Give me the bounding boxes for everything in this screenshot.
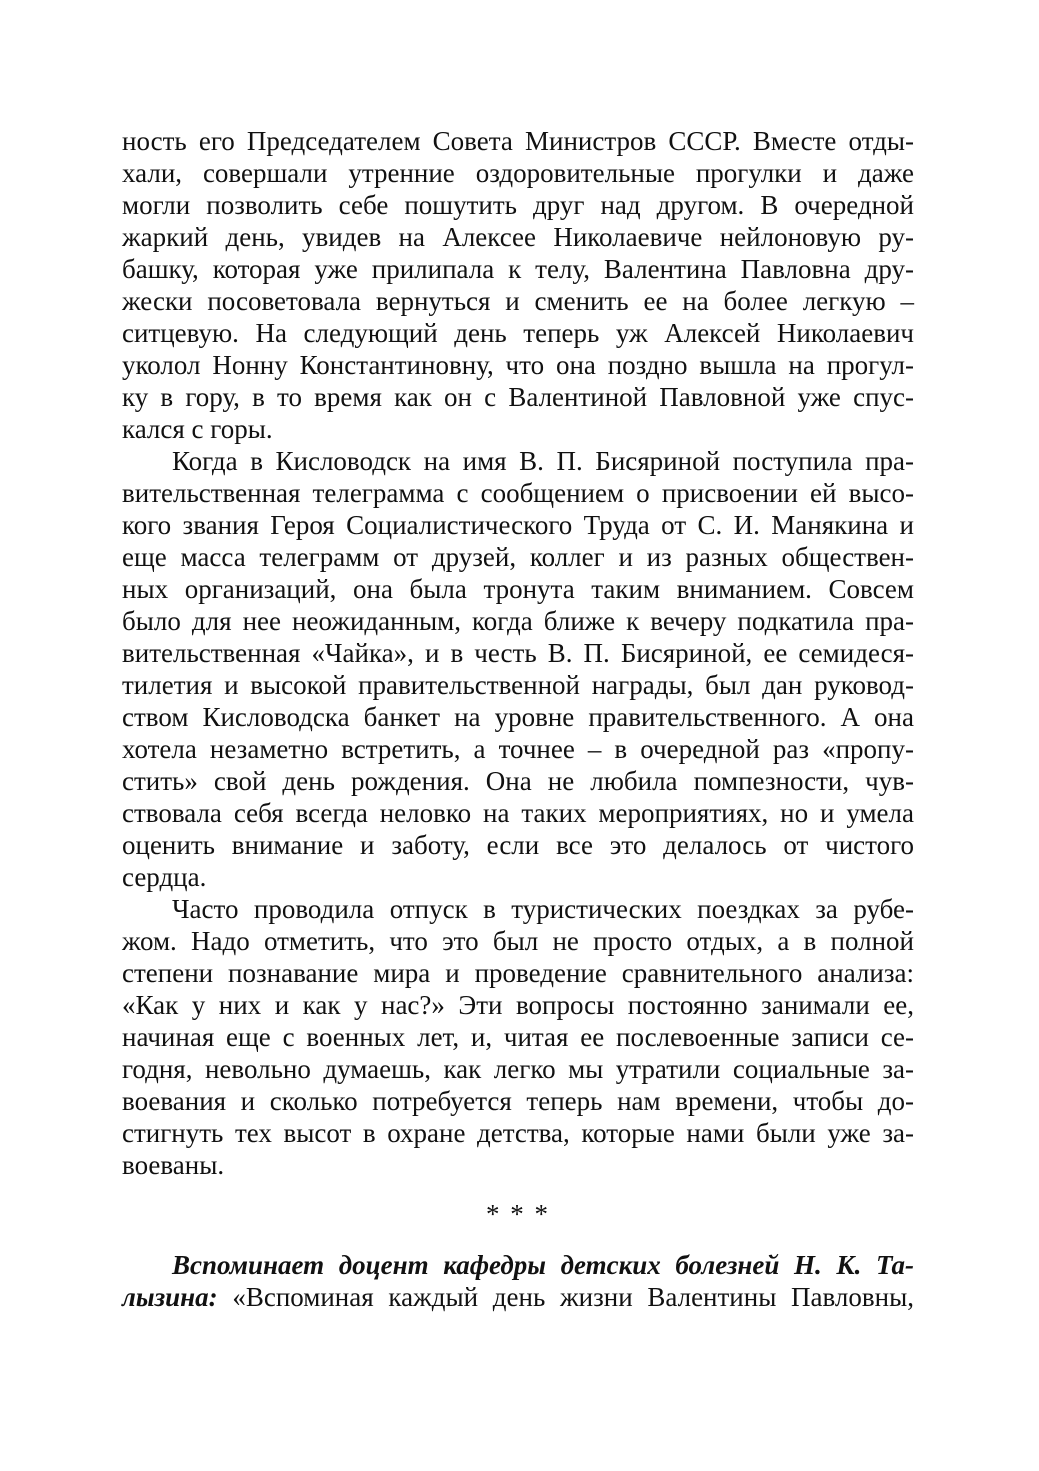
text-line: ством Кисловодска банкет на уровне правительственного. А она <box>122 702 914 732</box>
text-line: стигнуть тех высот в охране детства, которые нами были уже за- <box>122 1118 914 1148</box>
text-line: ных организаций, она была тронута таким вниманием. Совсем <box>122 574 914 604</box>
speaker-intro: лызина: <box>122 1282 218 1312</box>
quote-start: «Вспоминая каждый день жизни Валентины Павловны, <box>217 1282 914 1312</box>
text-line: жески посоветовала вернуться и сменить ее на более легкую – <box>122 286 914 316</box>
text-line: ситцевую. На следующий день теперь уж Алексей Николаевич <box>122 318 914 348</box>
text-line: жаркий день, увидев на Алексее Николаевиче нейлоновую ру- <box>122 222 914 252</box>
text-line: воевания и сколько потребуется теперь нам времени, чтобы до- <box>122 1086 914 1116</box>
text-line: жом. Надо отметить, что это был не просто отдых, а в полной <box>122 926 914 956</box>
text-line: Часто проводила отпуск в туристических поездках за рубе- <box>172 894 914 924</box>
text-line: сердца. <box>122 862 207 892</box>
paragraph-2 <box>122 445 914 893</box>
text-line: оценить внимание и заботу, если все это делалось от чистого <box>122 830 914 860</box>
body-text <box>122 125 914 1313</box>
text-line <box>122 1249 914 1281</box>
text-line: годня, невольно думаешь, как легко мы утратили социальные за- <box>122 1054 914 1084</box>
text-line: было для нее неожиданным, когда ближе к вечеру подкатила пра- <box>122 606 914 636</box>
text-line: хали, совершали утренние оздоровительные прогулки и даже <box>122 158 914 188</box>
paragraph-4 <box>122 1249 914 1313</box>
text-line: вительственная телеграмма с сообщением о присвоении ей высо- <box>122 478 914 508</box>
speaker-intro: Вспоминает доцент кафедры детских болезней Н. К. Та- <box>172 1250 914 1280</box>
text-line: башку, которая уже прилипала к телу, Валентина Павловна дру- <box>122 254 914 284</box>
text-line: вительственная «Чайка», и в честь В. П. Бисяриной, ее семидеся- <box>122 638 914 668</box>
text-line: ствовала себя всегда неловко на таких мероприятиях, но и умела <box>122 798 914 828</box>
text-line: кого звания Героя Социалистического Труда от С. И. Манякина и <box>122 510 914 540</box>
text-line: начиная еще с военных лет, и, читая ее послевоенные записи се- <box>122 1022 914 1052</box>
text-line: могли позволить себе пошутить друг над другом. В очередной <box>122 190 914 220</box>
text-line: стить» свой день рождения. Она не любила помпезности, чув- <box>122 766 914 796</box>
section-separator: * * * <box>486 1199 550 1229</box>
text-line: уколол Нонну Константиновну, что она поздно вышла на прогул- <box>122 350 914 380</box>
paragraph-1 <box>122 125 914 445</box>
text-line: ность его Председателем Совета Министров СССР. Вместе отды- <box>122 126 914 156</box>
text-line: Когда в Кисловодск на имя В. П. Бисяриной поступила пра- <box>172 446 914 476</box>
text-line: тилетия и высокой правительственной награды, был дан руковод- <box>122 670 914 700</box>
text-line <box>122 1281 914 1313</box>
text-line: хотела незаметно встретить, а точнее – в очередной раз «пропу- <box>122 734 914 764</box>
paragraph-3 <box>122 893 914 1181</box>
text-line: ку в гору, в то время как он с Валентиной Павловной уже спус- <box>122 382 914 412</box>
text-line: кался с горы. <box>122 414 273 444</box>
text-line: степени познавание мира и проведение сравнительного анализа: <box>122 958 914 988</box>
text-line: воеваны. <box>122 1150 225 1180</box>
text-line: «Как у них и как у нас?» Эти вопросы постоянно занимали ее, <box>122 990 914 1020</box>
text-line: еще масса телеграмм от друзей, коллег и из разных обществен- <box>122 542 914 572</box>
